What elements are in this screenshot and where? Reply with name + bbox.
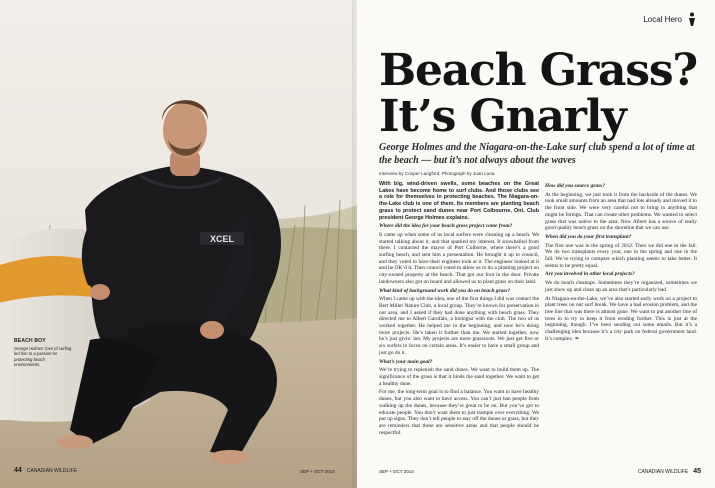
interview-answer: At the beginning, we just took it from the backside of the dunes. We took small amounts from an area that had lots already and moved it to the front side. We were very careful not to bring in anything that might be foreign. That can create other problems. We wanted to select grass that was native to the area. Now Albert has a source of really good quality beach grass on the shoreline that we can use.: [545, 191, 697, 232]
interview-answer: The first one was in the spring of 2012. Then we did one in the fall. We do two transplants every year, one in the spring and one in the fall. We’re trying to compare which planting seems to take better. It seems to be pretty equal.: [545, 242, 697, 269]
caption-text: George Holmes' love of surfing led him to a passion for protecting beach environments.: [14, 346, 72, 368]
interview-question: Are you involved in other local projects?: [545, 271, 635, 278]
photo-caption: [14, 338, 72, 368]
caption-title: BEACH BOY: [14, 338, 46, 344]
left-page-number: 44: [14, 467, 22, 474]
right-magazine-name: CANADIAN WILDLIFE: [637, 469, 689, 475]
interview-question: How did you source grass?: [545, 183, 605, 189]
surfer-photo: [0, 0, 357, 488]
interview-question: What’s your main goal?: [379, 358, 433, 365]
left-footer: [14, 467, 77, 474]
right-issue-date: SEP + OCT 2014: [379, 469, 414, 474]
headline-line-2: It’s Gnarly: [379, 91, 626, 142]
left-issue-date: SEP + OCT 2014: [300, 469, 335, 474]
article-column-2: [545, 181, 697, 344]
left-magazine-name: CANADIAN WILDLIFE: [26, 468, 78, 474]
interview-answer: At Niagara-on-the-Lake, we’ve also started early work on a project to plant trees on our surf break. We have a bad erosion problem, and the tree line that was there is almost gone. We want to put another line of trees in to try to keep it from eroding further. This is just at the beginning, though. I’ve been sending out some emails. But it’s a challenging idea because it’s a city park on federal government land. It’s complex. ❧: [545, 295, 697, 342]
interview-question: What kind of background work did you do on beach grass?: [379, 287, 511, 294]
interview-answer: It came up when some of us local surfers were cleaning up a beach. We started talking about it, and that sparked my interest. It snowballed from there. I contacted the mayor of Port Colborne, where there’s a good surfing beach, and sent him a presentation. He brought it up to council, and they voted to have their engineer look at it. The engineer looked at it and he OK’d it. Then council voted to allow us to do a planting project on city-owned property at the beach. That got our foot in the door. Private landowners also got on board and allowed us to plant grass on their land.: [379, 231, 539, 285]
wetsuit-logo: XCEL: [209, 234, 235, 244]
section-name: Local Hero: [643, 14, 682, 24]
interview-answer: For me, the long-term goal is to find a balance. You want to have healthy dunes, but you also want to have access. You can’t just ban people from walking up the dunes, because they’re great to be on. But you’ve got to educate people. You don’t want them to just trample over everything. We put up signs. They don’t tell people to stay off the dunes or grass, but they are reminders that these are sensitive areas and that people should be respectful.: [379, 389, 539, 436]
figure-icon: [687, 12, 697, 26]
article-deck: George Holmes and the Niagara-on-the-Lake surf club spend a lot of time at the beach — but it’s not always about the waves: [379, 142, 695, 166]
interview-answer: When I came up with the idea, one of the first things I did was contact the Bert Miller Nature Club, a local group. They’re known for preservation in our area, and I asked if they had done anything with beach grass. They directed me to Albert Garofalo, a biologist with the club. The two of us worked together. He helped me in the beginning, and now he’s doing more projects. He’s taken it further than me. We started together, now he’s just givin’ her. My projects are more grassroots. We just get five or six surfers to focus on certain areas. It’s easier to have a small group and just go do it.: [379, 296, 539, 356]
headline-line-1: Beach Grass?: [379, 45, 697, 96]
article-column-1: [379, 181, 539, 438]
section-label: [643, 12, 697, 26]
left-page: [0, 0, 357, 488]
right-page: [357, 0, 715, 488]
interview-question: Where did the idea for your beach grass project come from?: [379, 223, 513, 230]
article-intro: With big, wind-driven swells, some beaches on the Great Lakes have become home to surf clubs. And those clubs see a role for themselves in protecting beaches. The Niagara-on-the-Lake club is one of them. Its members are planting beach grass to protect sand dunes near Port Colbourne, Ont. Club president George Holmes explains.: [379, 181, 539, 221]
article-headline: [379, 45, 709, 142]
right-page-number: 45: [693, 468, 701, 475]
right-footer: [638, 468, 701, 475]
byline: Interview by Cooper Langford, Photograph by Juan Luna: [379, 171, 495, 176]
interview-answer: We do beach cleanups. Sometimes they’re organized, sometimes we just show up and clean up an area that’s particularly bad.: [545, 280, 697, 293]
interview-question: When did you do your first transplant?: [545, 233, 632, 240]
interview-answer: We’re trying to replenish the sand dunes. We want to build them up. The significance of the grass is that it binds the sand together. We want to get a healthy dune.: [379, 367, 539, 387]
